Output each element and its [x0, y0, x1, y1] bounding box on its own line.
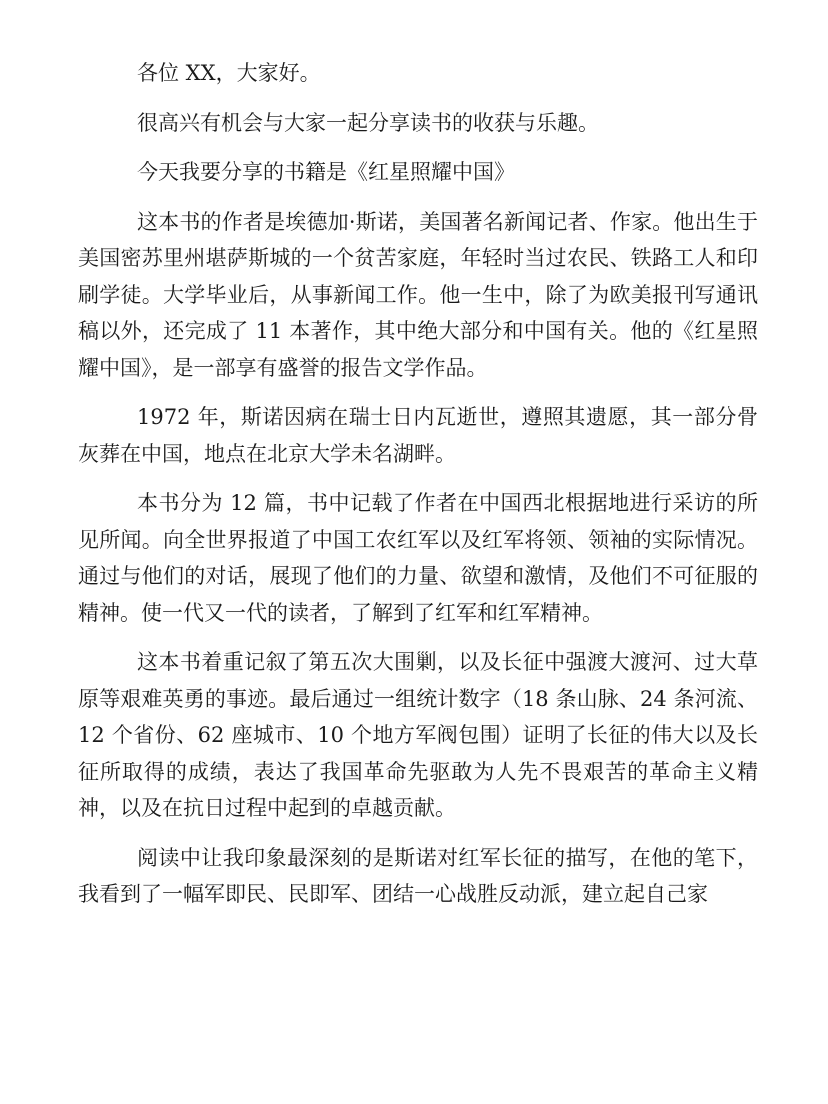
paragraph-long-march: 这本书着重记叙了第五次大围剿，以及长征中强渡大渡河、过大草原等艰难英勇的事迹。最后通过一组统计数字（18 条山脉、24 条河流、12 个省份、62 座城市、10 个地方军阀包围）证明了长征的伟大以及长征所取得的成绩，表达了我国革命先驱敢为人先不畏艰苦的革命主义精神，以及在抗日过程中起到的卓越贡献。 [78, 650, 758, 820]
paragraph-intro: 很高兴有机会与大家一起分享读书的收获与乐趣。 [137, 110, 599, 135]
document-page [78, 55, 758, 926]
paragraph-author: 这本书的作者是埃德加·斯诺，美国著名新闻记者、作家。他出生于美国密苏里州堪萨斯城的一个贫苦家庭，年轻时当过农民、铁路工人和印刷学徒。大学毕业后，从事新闻工作。他一生中，除了为欧美报刊写通讯稿以外，还完成了 11 本著作，其中绝大部分和中国有关。他的《红星照耀中国》，是一部享有盛誉的报告文学作品。 [78, 209, 758, 380]
paragraph-impression: 阅读中让我印象最深刻的是斯诺对红军长征的描写，在他的笔下，我看到了一幅军即民、民即军、团结一心战胜反动派，建立起自己家 [78, 845, 758, 906]
paragraph-greeting: 各位 XX，大家好。 [137, 61, 321, 85]
paragraph-death: 1972 年，斯诺因病在瑞士日内瓦逝世，遵照其遗愿，其一部分骨灰葬在中国，地点在北京大学未名湖畔。 [78, 405, 758, 466]
paragraph-book-title: 今天我要分享的书籍是《红星照耀中国》 [137, 160, 515, 184]
paragraph-content: 本书分为 12 篇，书中记载了作者在中国西北根据地进行采访的所见所闻。向全世界报道了中国工农红军以及红军将领、领袖的实际情况。通过与他们的对话，展现了他们的力量、欲望和激情，及他们不可征服的精神。使一代又一代的读者，了解到了红军和红军精神。 [78, 491, 758, 625]
